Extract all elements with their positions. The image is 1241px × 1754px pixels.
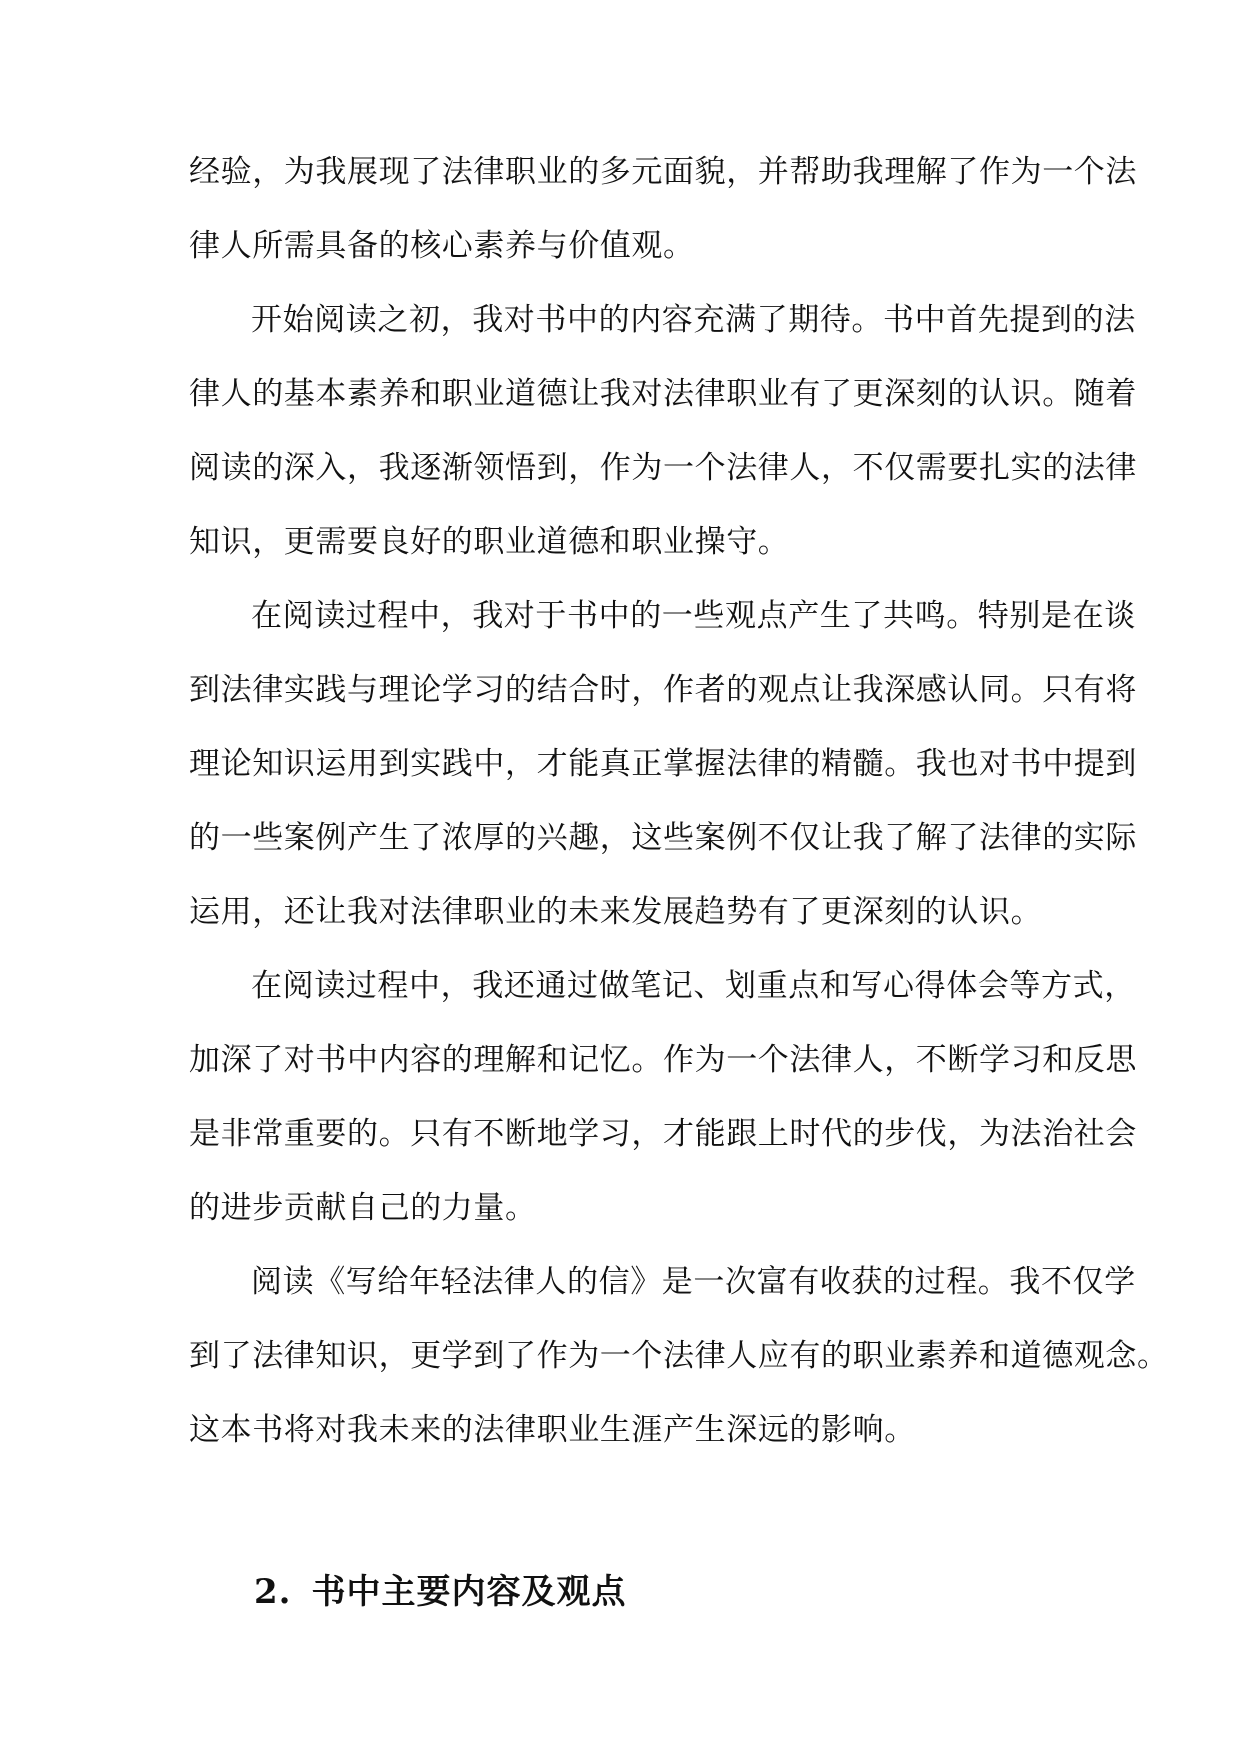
paragraph <box>189 1245 1169 1467</box>
paragraph-line: 是非常重要的。只有不断地学习，才能跟上时代的步伐，为法治社会 <box>189 1116 1137 1152</box>
paragraph-line: 理论知识运用到实践中，才能真正掌握法律的精髓。我也对书中提到 <box>189 746 1137 782</box>
paragraph-line: 这本书将对我未来的法律职业生涯产生深远的影响。 <box>189 1412 916 1448</box>
paragraph-line: 知识，更需要良好的职业道德和职业操守。 <box>189 524 790 560</box>
paragraph <box>189 135 1137 283</box>
paragraph-line: 在阅读过程中，我对于书中的一些观点产生了共鸣。特别是在谈 <box>251 598 1136 634</box>
paragraph-line: 律人所需具备的核心素养与价值观。 <box>189 228 695 264</box>
paragraph-line: 的一些案例产生了浓厚的兴趣，这些案例不仅让我了解了法律的实际 <box>189 820 1137 856</box>
paragraph-line: 加深了对书中内容的理解和记忆。作为一个法律人，不断学习和反思 <box>189 1042 1137 1078</box>
paragraph-line: 经验，为我展现了法律职业的多元面貌，并帮助我理解了作为一个法 <box>189 154 1137 190</box>
paragraph-line: 阅读的深入，我逐渐领悟到，作为一个法律人，不仅需要扎实的法律 <box>189 450 1137 486</box>
paragraph-line: 运用，还让我对法律职业的未来发展趋势有了更深刻的认识。 <box>189 894 1043 930</box>
paragraph <box>189 949 1137 1245</box>
paragraph-line: 阅读《写给年轻法律人的信》是一次富有收获的过程。我不仅学 <box>251 1264 1136 1300</box>
paragraph-line: 在阅读过程中，我还通过做笔记、划重点和写心得体会等方式， <box>251 968 1136 1004</box>
paragraph-line: 律人的基本素养和职业道德让我对法律职业有了更深刻的认识。随着 <box>189 376 1137 412</box>
paragraph <box>189 579 1137 949</box>
paragraph-line: 到了法律知识，更学到了作为一个法律人应有的职业素养和道德观念。 <box>189 1338 1169 1374</box>
section-heading <box>254 1562 627 1622</box>
section-title: 书中主要内容及观点 <box>311 1572 627 1612</box>
body-text <box>189 135 1169 1467</box>
section-number: 2. <box>254 1572 292 1612</box>
paragraph-line: 的进步贡献自己的力量。 <box>189 1190 537 1226</box>
paragraph-line: 开始阅读之初，我对书中的内容充满了期待。书中首先提到的法 <box>251 302 1136 338</box>
paragraph <box>189 283 1137 579</box>
paragraph-line: 到法律实践与理论学习的结合时，作者的观点让我深感认同。只有将 <box>189 672 1137 708</box>
